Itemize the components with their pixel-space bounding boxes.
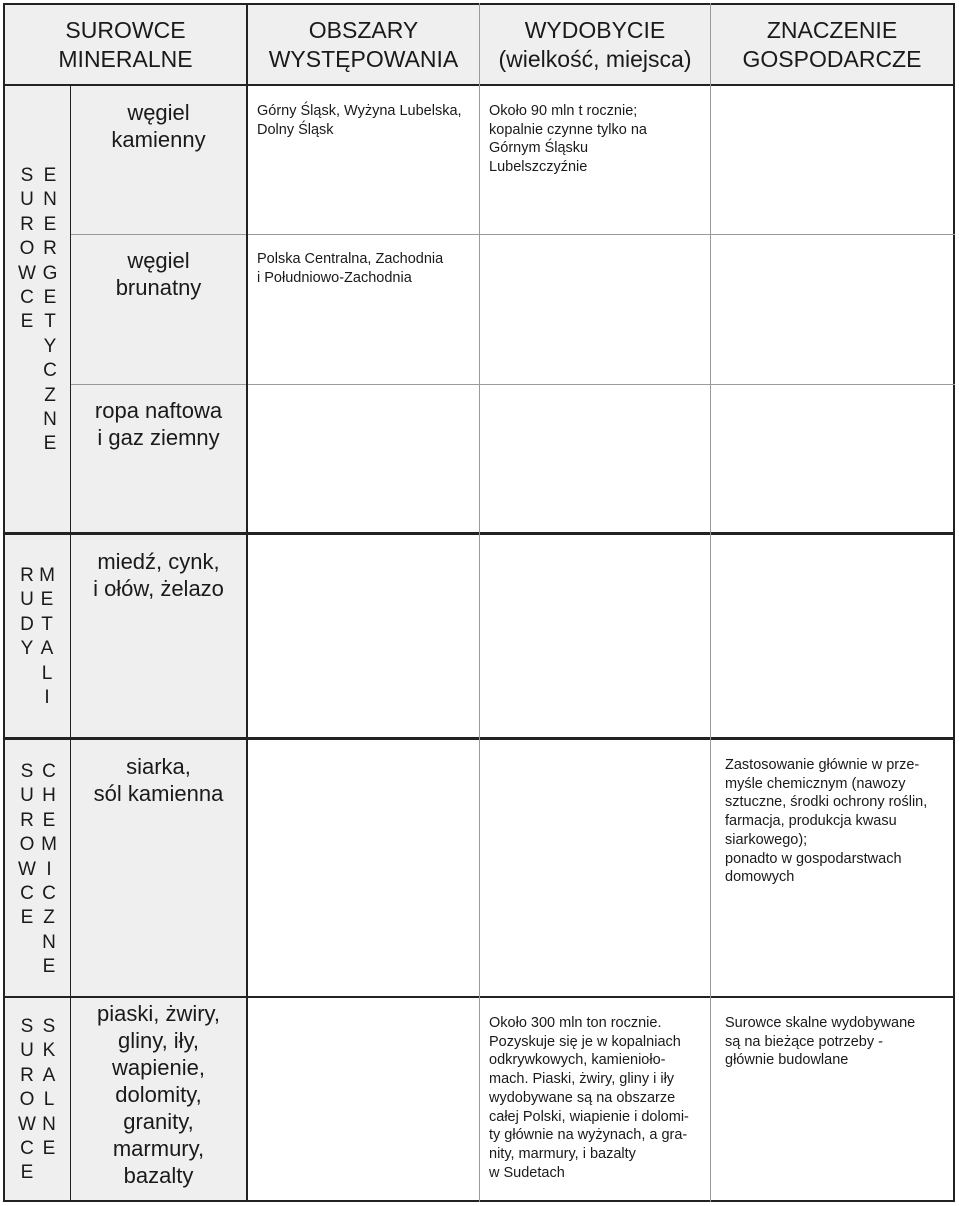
- vertical-letter: O: [19, 834, 35, 856]
- vertical-letter: L: [41, 662, 53, 684]
- wydobycie-cell: [480, 234, 710, 384]
- vertical-letter: W: [18, 262, 36, 284]
- vertical-letter: N: [42, 931, 56, 953]
- vertical-letter: S: [42, 1016, 56, 1037]
- vertical-letter: W: [18, 1113, 36, 1135]
- wydobycie-cell: Około 300 mln ton rocznie. Pozyskuje się je w kopalniach odkrywkowych, kamienioło- mach. Piaski, żwiry, gliny i iły wydobywane są na obszarze całej Polski, wiapienie i dolomi- ty głównie na wyżynach, a gra- nity, marmury, i bazalty w Sudetach: [489, 1015, 689, 1181]
- vertical-letter: G: [42, 262, 58, 284]
- vertical-letter: U: [20, 589, 34, 611]
- vertical-letter: C: [20, 1138, 34, 1160]
- znaczenie-cell: Surowce skalne wydobywane są na bieżące potrzeby - głównie budowlane: [725, 1015, 916, 1069]
- vertical-letter: E: [42, 956, 56, 978]
- row-divider: [71, 234, 955, 235]
- vertical-letter: Z: [43, 907, 55, 929]
- mineral-name: siarka, sól kamienna: [71, 740, 246, 996]
- vertical-letter: H: [42, 785, 56, 807]
- vertical-letter: E: [43, 287, 57, 309]
- vertical-letter: C: [20, 883, 34, 905]
- vertical-letter: U: [20, 785, 34, 807]
- vertical-letter: Y: [20, 638, 34, 660]
- vertical-letter: R: [20, 809, 34, 831]
- znaczenie-cell: Zastosowanie głównie w prze- myśle chemicznym (nawozy sztuczne, środki ochrony roślin, farmacja, produkcja kwasu siarkowego); ponadto w gospodarstwach domowych: [725, 757, 928, 886]
- znaczenie-cell: [711, 384, 953, 532]
- vertical-letter: E: [20, 311, 34, 333]
- vertical-letter: S: [20, 165, 34, 186]
- vertical-letter: I: [44, 687, 50, 709]
- vertical-letter: N: [42, 1113, 56, 1135]
- mineral-name: węgiel kamienny: [71, 86, 246, 234]
- obszary-cell: Polska Centralna, Zachodnia i Południowo-Zachodnia: [257, 251, 444, 286]
- vertical-letter: U: [20, 1040, 34, 1062]
- vertical-letter: E: [40, 589, 54, 611]
- column-divider: [246, 3, 248, 1202]
- vertical-letter: A: [42, 1064, 56, 1086]
- group-label-chemiczne-word2: [39, 760, 59, 980]
- vertical-letter: E: [42, 1138, 56, 1160]
- header-surowce: SUROWCE MINERALNE: [5, 5, 246, 84]
- vertical-letter: C: [42, 761, 56, 782]
- vertical-letter: D: [20, 613, 34, 635]
- vertical-letter: I: [46, 858, 52, 880]
- column-divider: [70, 84, 71, 1202]
- vertical-letter: C: [42, 883, 56, 905]
- vertical-letter: R: [20, 565, 34, 586]
- znaczenie-cell: [711, 86, 953, 234]
- vertical-letter: N: [43, 409, 57, 431]
- mineral-name: piaski, żwiry, gliny, iły, wapienie, dolomity, granity, marmury, bazalty: [71, 998, 246, 1200]
- obszary-cell: [248, 535, 479, 737]
- vertical-letter: S: [20, 1016, 34, 1037]
- vertical-letter: T: [41, 613, 53, 635]
- group-label-skalne-word1: [17, 1015, 37, 1186]
- vertical-letter: N: [43, 189, 57, 211]
- vertical-letter: M: [41, 834, 57, 856]
- group-label-energetyczne-word1: [17, 164, 37, 335]
- vertical-letter: U: [20, 189, 34, 211]
- group-label-energetyczne-word2: [40, 164, 60, 457]
- vertical-letter: M: [39, 565, 55, 586]
- vertical-letter: C: [20, 287, 34, 309]
- wydobycie-cell: [480, 384, 710, 532]
- vertical-letter: E: [43, 433, 57, 455]
- row-divider: [71, 384, 955, 385]
- obszary-cell: [248, 740, 479, 996]
- vertical-letter: Y: [43, 335, 57, 357]
- vertical-letter: R: [20, 1064, 34, 1086]
- vertical-letter: E: [42, 809, 56, 831]
- wydobycie-cell: Około 90 mln t rocznie; kopalnie czynne tylko na Górnym Śląsku Lubelszczyźnie: [489, 103, 647, 176]
- vertical-letter: W: [18, 858, 36, 880]
- vertical-letter: E: [20, 1162, 34, 1184]
- vertical-letter: E: [20, 907, 34, 929]
- obszary-cell: Górny Śląsk, Wyżyna Lubelska, Dolny Śląsk: [257, 103, 462, 138]
- vertical-letter: S: [20, 761, 34, 782]
- vertical-letter: C: [43, 360, 57, 382]
- vertical-letter: L: [43, 1089, 55, 1111]
- group-label-chemiczne-word1: [17, 760, 37, 931]
- znaczenie-cell: [711, 535, 953, 737]
- vertical-letter: O: [19, 238, 35, 260]
- obszary-cell: [248, 384, 479, 532]
- group-label-metali-word2: [37, 564, 57, 710]
- column-divider: [710, 3, 711, 1202]
- wydobycie-cell: [480, 535, 710, 737]
- vertical-letter: T: [44, 311, 56, 333]
- mineral-name: ropa naftowa i gaz ziemny: [71, 384, 246, 532]
- column-divider: [479, 3, 480, 1202]
- vertical-letter: O: [19, 1089, 35, 1111]
- group-label-skalne-word2: [39, 1015, 59, 1161]
- group-label-rudy-word1: [17, 564, 37, 662]
- header-znaczenie: ZNACZENIE GOSPODARCZE: [711, 5, 953, 84]
- header-obszary: OBSZARY WYSTĘPOWANIA: [248, 5, 479, 84]
- vertical-letter: K: [42, 1040, 56, 1062]
- header-wydobycie: WYDOBYCIE (wielkość, miejsca): [480, 5, 710, 84]
- znaczenie-cell: [711, 234, 953, 384]
- vertical-letter: E: [43, 213, 57, 235]
- vertical-letter: R: [43, 238, 57, 260]
- wydobycie-cell: [480, 740, 710, 996]
- vertical-letter: Z: [44, 384, 56, 406]
- vertical-letter: E: [43, 165, 57, 186]
- vertical-letter: R: [20, 213, 34, 235]
- obszary-cell: [248, 998, 479, 1200]
- vertical-letter: A: [40, 638, 54, 660]
- mineral-name: miedź, cynk, i ołów, żelazo: [71, 535, 246, 737]
- mineral-name: węgiel brunatny: [71, 234, 246, 384]
